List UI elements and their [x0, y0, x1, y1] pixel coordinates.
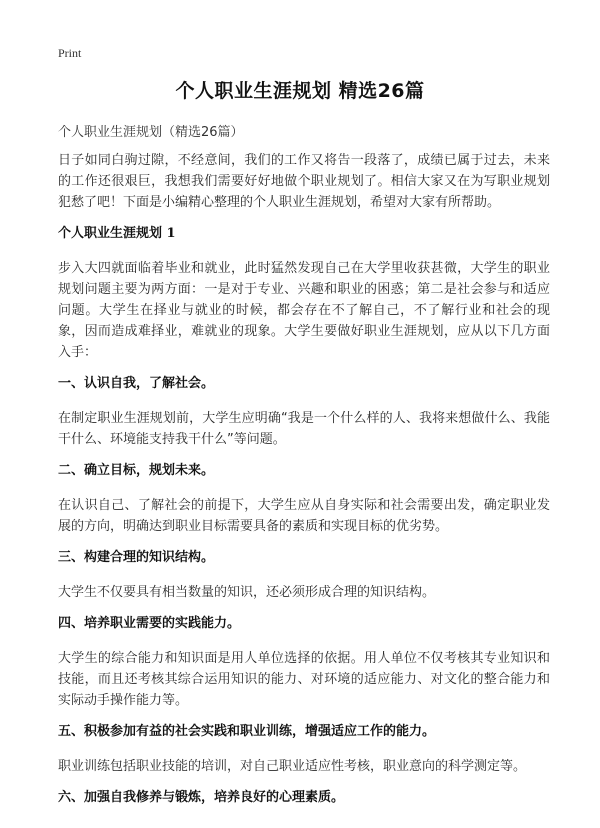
- item-heading-4: 四、培养职业需要的实践能力。: [58, 616, 241, 631]
- item-heading-2: 二、确立目标，规划未来。: [58, 463, 215, 478]
- item-text-4: 大学生的综合能力和知识面是用人单位选择的依据。用人单位不仅考核其专业知识和技能，而且还考核其综合运用知识的能力、对环境的适应能力、对文化的整合能力和实际动手操作能力等。: [58, 651, 550, 708]
- print-link[interactable]: Print: [58, 46, 82, 60]
- article-body: [58, 150, 550, 822]
- document-subtitle: 个人职业生涯规划（精选26篇）: [58, 125, 244, 140]
- item-heading-5: 五、积极参加有益的社会实践和职业训练，增强适应工作的能力。: [58, 724, 436, 739]
- item-heading-6: 六、加强自我修养与锻炼，培养良好的心理素质。: [58, 790, 345, 805]
- item-heading-1: 一、认识自我，了解社会。: [58, 376, 215, 391]
- item-heading-3: 三、构建合理的知识结构。: [58, 550, 215, 565]
- intro-paragraph: 日子如同白驹过隙，不经意间，我们的工作又将告一段落了，成绩已属于过去，未来的工作还很艰巨，我想我们需要好好地做个职业规划了。相信大家又在为写职业规划犯愁了吧！下面是小编精心整理的个人职业生涯规划，希望对大家有所帮助。: [58, 153, 550, 210]
- section-intro-paragraph: 步入大四就面临着毕业和就业，此时猛然发现自己在大学里收获甚微，大学生的职业规划问题主要为两方面：一是对于专业、兴趣和职业的困惑；第二是社会参与和适应问题。大学生在择业与就业的时候，都会存在不了解自己，不了解行业和社会的现象，因而造成难择业，难就业的现象。大学生要做好职业生涯规划，应从以下几方面入手：: [58, 261, 550, 360]
- item-text-2: 在认识自己、了解社会的前提下，大学生应从自身实际和社会需要出发，确定职业发展的方向，明确达到职业目标需要具备的素质和实现目标的优劣势。: [58, 498, 550, 534]
- page-title: 个人职业生涯规划 精选26篇: [175, 80, 425, 102]
- item-text-5: 职业训练包括职业技能的培训，对自己职业适应性考核，职业意向的科学测定等。: [58, 759, 527, 774]
- section-heading: 个人职业生涯规划 1: [58, 226, 176, 241]
- item-text-3: 大学生不仅要具有相当数量的知识，还必须形成合理的知识结构。: [58, 585, 436, 600]
- item-text-1: 在制定职业生涯规划前，大学生应明确“我是一个什么样的人、我将来想做什么、我能干什么、环境能支持我干什么”等问题。: [58, 411, 550, 447]
